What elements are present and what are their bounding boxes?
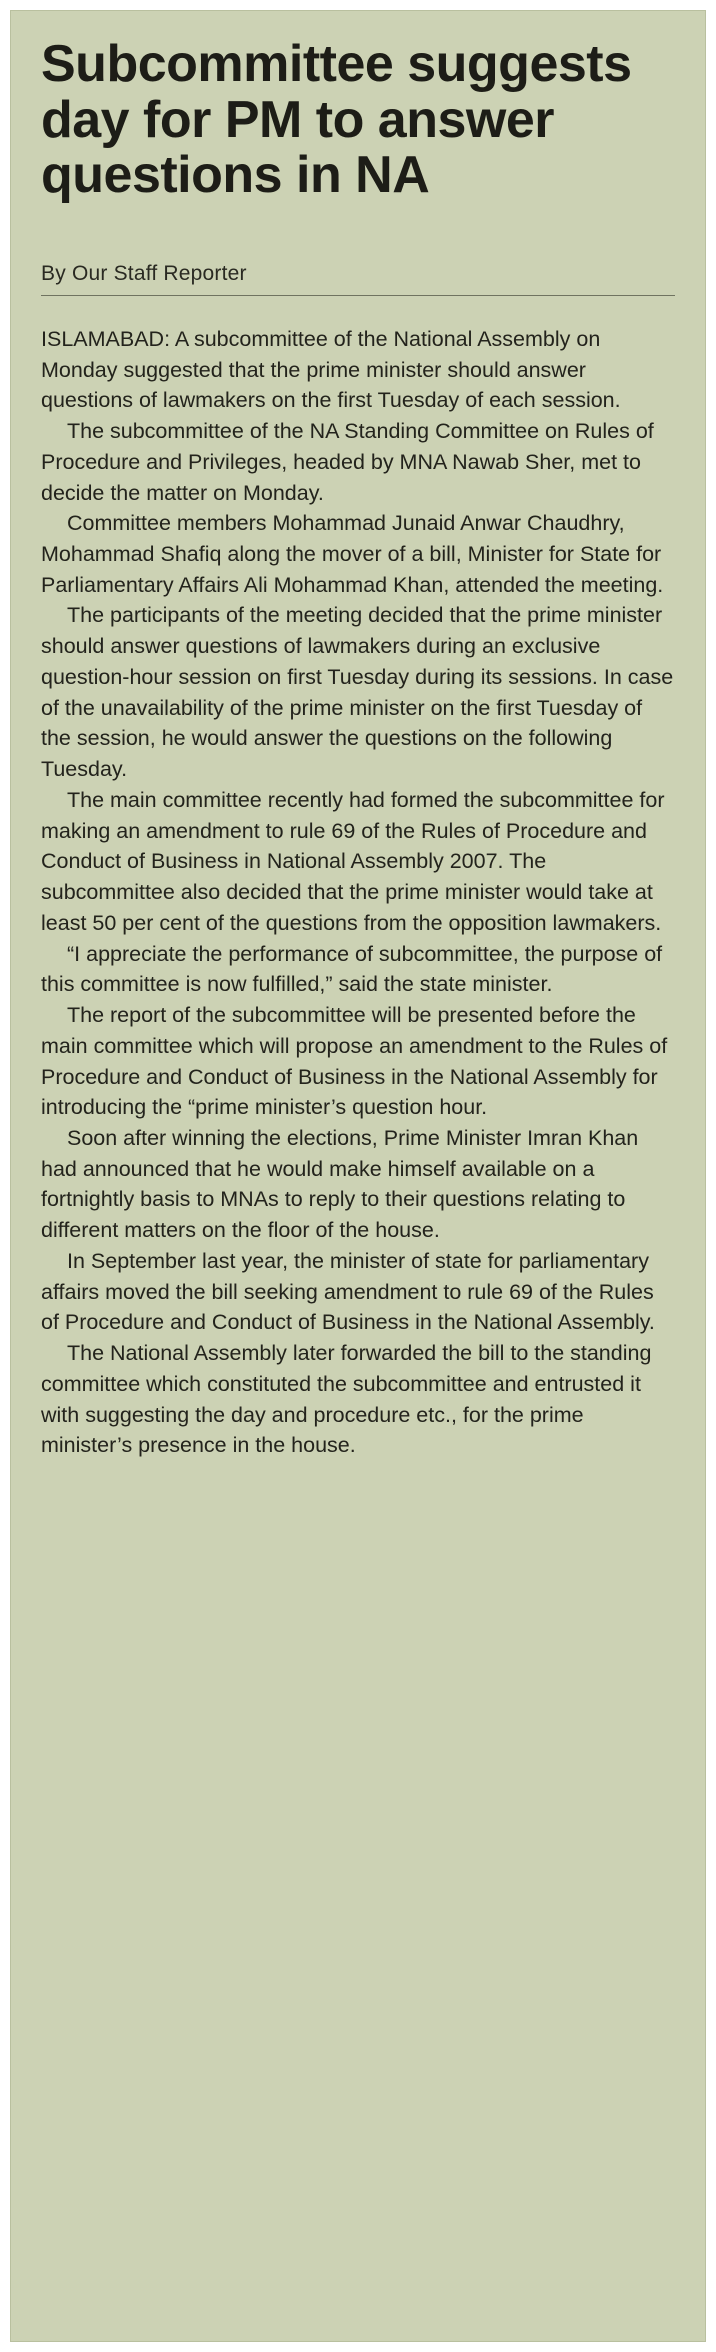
page-title: Subcommittee suggests day for PM to answer questions in NA	[41, 35, 632, 205]
article-paragraph: The report of the subcommittee will be presented before the main committee which will propose an amendment to the Rules of Procedure and Conduct of Business in the National Assembly for introducing the “prime minister’s question hour.	[41, 1003, 668, 1120]
article-paragraph: The National Assembly later forwarded the bill to the standing committee which constituted the subcommittee and entrusted it with suggesting the day and procedure etc., for the prime minister’s presence in the house.	[41, 1341, 652, 1458]
article-paragraph: The participants of the meeting decided that the prime minister should answer questions of lawmakers during an exclusive question-hour session on first Tuesday during its sessions. In case of the unavailability of the prime minister on the first Tuesday of the session, he would answer the questions on the following Tuesday.	[41, 603, 674, 782]
article-paragraph: In September last year, the minister of state for parliamentary affairs moved the bill seeking amendment to rule 69 of the Rules of Procedure and Conduct of Business in the National Assembly.	[41, 1248, 655, 1335]
article-paragraph: The subcommittee of the NA Standing Committee on Rules of Procedure and Privileges, headed by MNA Nawab Sher, met to decide the matter on Monday.	[41, 419, 654, 505]
byline: By Our Staff Reporter	[41, 261, 247, 285]
article-body	[41, 324, 675, 1461]
article-paragraph: “I appreciate the performance of subcommittee, the purpose of this committee is now fulfilled,” said the state minister.	[41, 941, 663, 997]
headline-spacer	[41, 204, 675, 256]
article-paragraph: ISLAMABAD: A subcommittee of the National Assembly on Monday suggested that the prime minister should answer questions of lawmakers on the first Tuesday of each session.	[41, 326, 621, 413]
byline-divider	[41, 295, 675, 296]
news-article	[10, 10, 706, 2342]
article-paragraph: The main committee recently had formed the subcommittee for making an amendment to rule 69 of the Rules of Procedure and Conduct of Business in National Assembly 2007. The subcommittee also decided that the prime minister would take at least 50 per cent of the questions from the opposition lawmakers.	[41, 787, 665, 935]
article-paragraph: Soon after winning the elections, Prime Minister Imran Khan had announced that he would make himself available on a fortnightly basis to MNAs to reply to their questions relating to different matters on the floor of the house.	[41, 1125, 639, 1243]
article-paragraph: Committee members Mohammad Junaid Anwar Chaudhry, Mohammad Shafiq along the mover of a bill, Minister for State for Parliamentary Affairs Ali Mohammad Khan, attended the meeting.	[41, 511, 664, 597]
byline-block	[41, 262, 675, 296]
